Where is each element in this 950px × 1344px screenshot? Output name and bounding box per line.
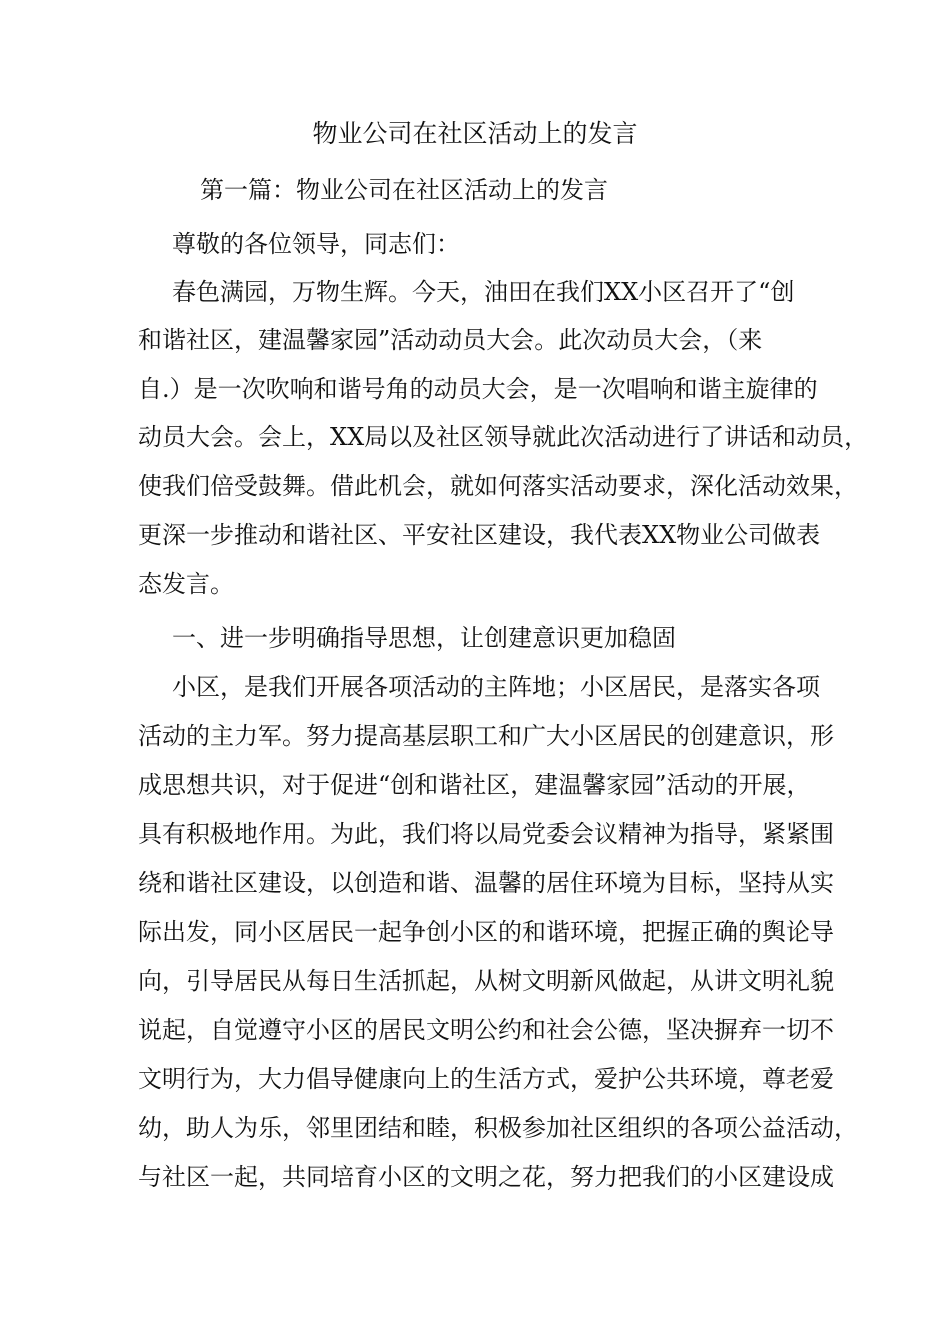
text-line: 尊敬的各位领导，同志们： (172, 230, 460, 258)
text-line: 向，引导居民从每日生活抓起，从树文明新风做起，从讲文明礼貌 (138, 967, 834, 995)
text-line: 活动的主力军。努力提高基层职工和广大小区居民的创建意识，形 (138, 722, 834, 750)
text-line: 文明行为，大力倡导健康向上的生活方式，爱护公共环境，尊老爱 (138, 1065, 834, 1093)
text-line: 际出发，同小区居民一起争创小区的和谐环境，把握正确的舆论导 (138, 918, 834, 946)
text-line: 使我们倍受鼓舞。借此机会，就如何落实活动要求，深化活动效果， (138, 472, 858, 500)
text-line: 绕和谐社区建设，以创造和谐、温馨的居住环境为目标，坚持从实 (138, 869, 834, 897)
text-line: 具有积极地作用。为此，我们将以局党委会议精神为指导，紧紧围 (138, 820, 834, 848)
text-line: 与社区一起，共同培育小区的文明之花，努力把我们的小区建设成 (138, 1163, 834, 1191)
text-line: 小区，是我们开展各项活动的主阵地；小区居民，是落实各项 (172, 673, 820, 701)
text-line: 幼，助人为乐，邻里团结和睦，积极参加社区组织的各项公益活动， (138, 1114, 858, 1142)
text-line: 更深一步推动和谐社区、平安社区建设，我代表XX物业公司做表 (138, 521, 821, 549)
text-line: 动员大会。会上，XX局以及社区领导就此次活动进行了讲话和动员， (138, 423, 869, 451)
text-line: 和谐社区，建温馨家园”活动动员大会。此次动员大会，（来 (138, 326, 763, 354)
text-line: 态发言。 (138, 570, 234, 598)
text-line: 说起，自觉遵守小区的居民文明公约和社会公德，坚决摒弃一切不 (138, 1016, 834, 1044)
section-heading: 第一篇：物业公司在社区活动上的发言 (200, 176, 608, 204)
section-heading: 一、进一步明确指导思想，让创建意识更加稳固 (172, 624, 676, 652)
text-line: 成思想共识，对于促进“创和谐社区，建温馨家园”活动的开展， (138, 771, 811, 799)
document-title: 物业公司在社区活动上的发言 (312, 119, 638, 148)
text-line: 自.）是一次吹响和谐号角的动员大会，是一次唱响和谐主旋律的 (138, 375, 818, 403)
text-line: 春色满园，万物生辉。今天，油田在我们XX小区召开了“创 (172, 278, 795, 306)
